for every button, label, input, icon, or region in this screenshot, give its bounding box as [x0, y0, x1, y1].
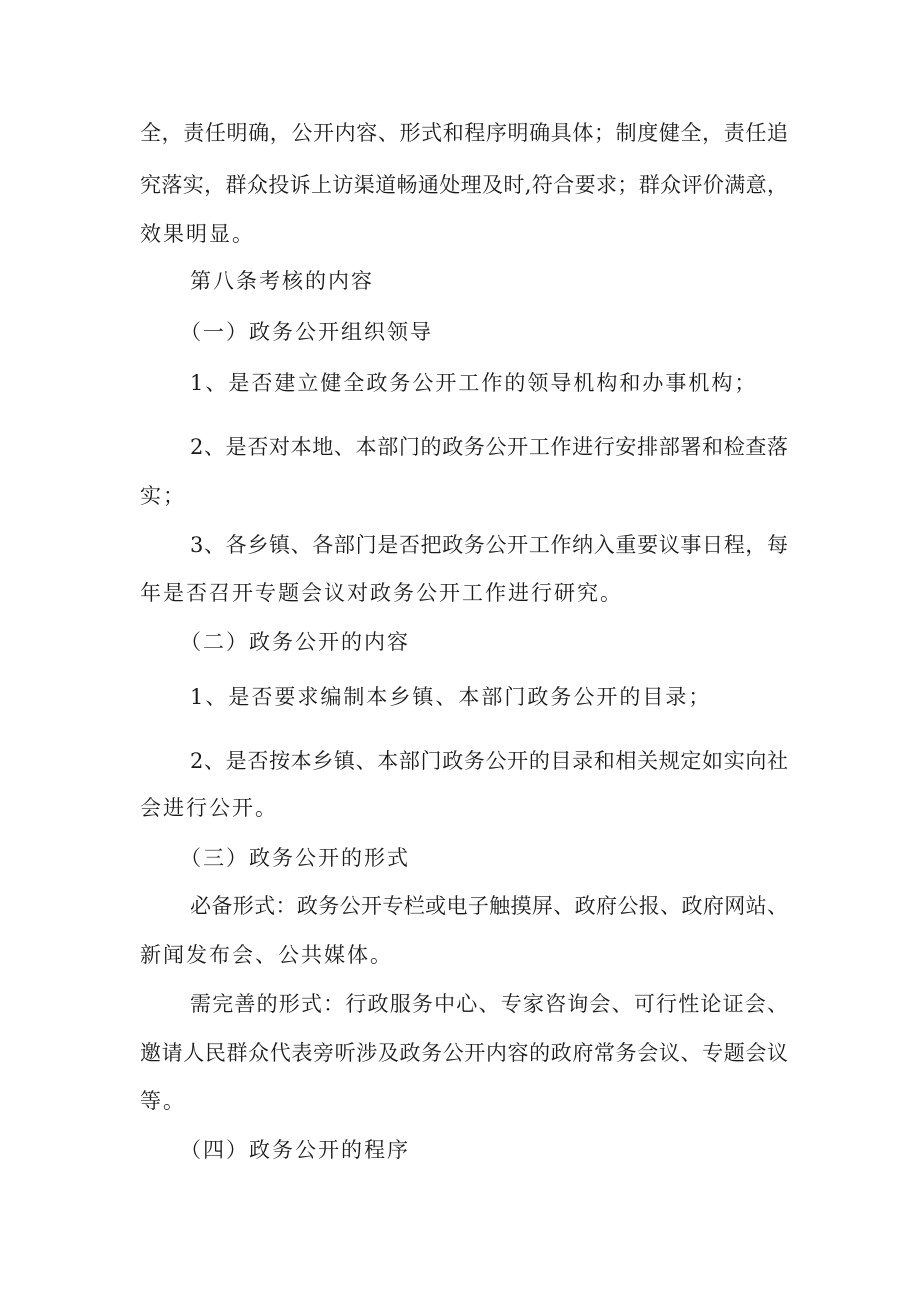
paragraph-improve-forms-end: 等。: [140, 1089, 186, 1113]
section-heading-3: （三）政务公开的形式: [180, 846, 410, 870]
paragraph-line-3: 效果明显。: [140, 222, 255, 246]
list-item-2-2: 2、是否按本乡镇、本部门政务公开的目录和相关规定如实向社: [190, 749, 788, 773]
paragraph-line-1: 全，责任明确，公开内容、形式和程序明确具体；制度健全，责任追: [140, 121, 788, 145]
paragraph-required-forms-cont: 新闻发布会、公共媒体。: [140, 943, 393, 967]
paragraph-line-2: 究落实，群众投诉上访渠道畅通处理及时,符合要求；群众评价满意，: [140, 173, 788, 197]
list-item-2-2-cont: 会进行公开。: [140, 796, 278, 820]
paragraph-improve-forms-cont: 邀请人民群众代表旁听涉及政务公开内容的政府常务会议、专题会议: [140, 1041, 788, 1065]
list-item-1-1: 1、是否建立健全政务公开工作的领导机构和办事机构；: [190, 371, 758, 395]
article-heading: 第八条考核的内容: [190, 269, 374, 293]
section-heading-2: （二）政务公开的内容: [180, 630, 410, 654]
paragraph-improve-forms: 需完善的形式：行政服务中心、专家咨询会、可行性论证会、: [190, 992, 788, 1016]
list-item-2-1: 1、是否要求编制本乡镇、本部门政务公开的目录；: [190, 685, 712, 709]
paragraph-required-forms: 必备形式：政务公开专栏或电子触摸屏、政府公报、政府网站、: [190, 894, 788, 918]
section-heading-1: （一）政务公开组织领导: [180, 320, 433, 344]
list-item-1-2-cont: 实；: [140, 484, 186, 508]
list-item-1-3-cont: 年是否召开专题会议对政务公开工作进行研究。: [140, 581, 623, 605]
section-heading-4: （四）政务公开的程序: [180, 1138, 410, 1162]
list-item-1-3: 3、各乡镇、各部门是否把政务公开工作纳入重要议事日程，每: [190, 533, 788, 557]
list-item-1-2: 2、是否对本地、本部门的政务公开工作进行安排部署和检查落: [190, 435, 788, 459]
